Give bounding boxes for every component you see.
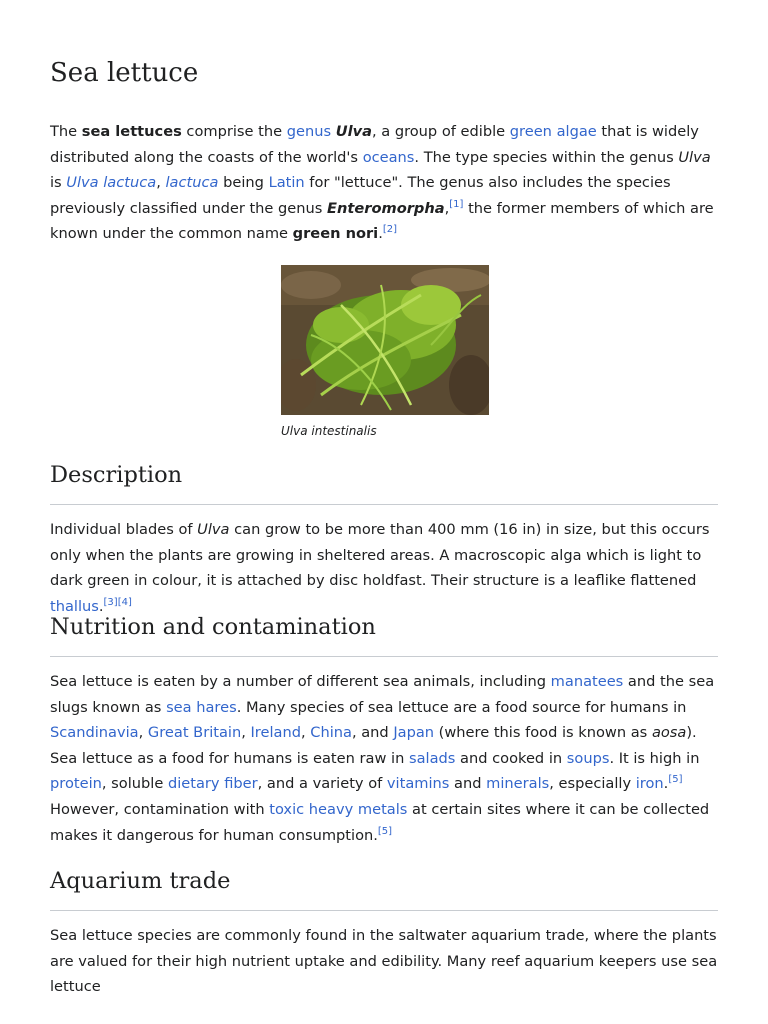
link-genus[interactable]: genus	[286, 123, 332, 140]
link-china[interactable]: China	[310, 724, 352, 742]
text: . Many species of sea lettuce are a food source for humans in	[236, 698, 687, 716]
text: . It is high in	[609, 749, 700, 767]
text: , a group of edible	[371, 123, 510, 140]
text: .	[378, 225, 383, 243]
link-scandinavia[interactable]: Scandinavia	[50, 724, 139, 742]
section-nutrition	[50, 612, 718, 848]
text: , and a variety of	[257, 775, 387, 793]
page-title: Sea lettuce	[50, 58, 199, 88]
text: at certain sites where it can be collected makes it dangerous for human consumption.	[50, 800, 710, 844]
bold-italic-term: Enteromorpha	[327, 199, 445, 217]
reference-link[interactable]: [5]	[377, 825, 393, 837]
text: , soluble	[101, 775, 168, 793]
link-oceans[interactable]: oceans	[362, 148, 415, 166]
link-thallus[interactable]: thallus	[50, 597, 99, 615]
link-iron[interactable]: iron	[635, 775, 664, 793]
text: .	[98, 597, 104, 615]
ulva-intestinalis-image[interactable]	[281, 265, 489, 415]
reference-link[interactable]: [1]	[449, 198, 464, 210]
link-salads[interactable]: salads	[408, 749, 456, 767]
link-ireland[interactable]: Ireland	[250, 724, 301, 742]
link-text: lactuca	[165, 174, 219, 192]
section-heading: Description	[50, 462, 183, 488]
link-japan[interactable]: Japan	[393, 724, 435, 742]
link-manatees[interactable]: manatees	[550, 673, 624, 690]
text: (where this food is known as	[434, 724, 652, 742]
link-soups[interactable]: soups	[566, 749, 610, 767]
link-great-britain[interactable]: Great Britain	[147, 724, 242, 742]
text: ,	[138, 724, 148, 742]
text: .	[663, 775, 669, 793]
bold-term: sea lettuces	[81, 123, 182, 140]
text: ,	[300, 724, 311, 742]
bold-term: green nori	[292, 225, 379, 243]
text: ). Sea lettuce as a food for humans is eaten raw in	[50, 724, 697, 767]
lead-paragraph	[50, 119, 718, 247]
nutrition-paragraph	[50, 669, 718, 848]
text: However, contamination with	[50, 800, 270, 818]
text: ,	[156, 174, 166, 192]
text: ,	[444, 199, 450, 217]
text: and cooked in	[455, 749, 567, 767]
link-vitamins[interactable]: vitamins	[386, 775, 450, 793]
section-divider	[50, 910, 718, 911]
text: Individual blades of	[50, 521, 198, 538]
text: and	[449, 775, 487, 793]
text: comprise the	[181, 123, 287, 140]
text: . The type species within the genus	[414, 148, 679, 166]
text: being	[218, 174, 269, 192]
text: , and	[351, 724, 394, 742]
text: ,	[241, 724, 251, 742]
reference-link[interactable]: [3]	[103, 596, 118, 608]
link-ulva-lactuca[interactable]	[66, 174, 156, 191]
link-toxic-heavy-metals[interactable]: toxic heavy metals	[269, 800, 408, 818]
text: The	[50, 123, 82, 140]
link-latin[interactable]: Latin	[268, 174, 305, 192]
section-aquarium	[50, 866, 718, 1000]
reference-link[interactable]: [2]	[382, 224, 397, 236]
italic-term: Ulva	[678, 148, 711, 166]
figure-caption: Ulva intestinalis	[281, 424, 377, 438]
section-heading: Aquarium trade	[50, 868, 231, 894]
reference-link[interactable]: [4]	[117, 596, 132, 608]
text: can grow to be more than 400 mm (16 in) in size, but this occurs only when the plants are growing in sheltered areas. A macroscopic alga which is light to dark green in colour, it is attached by disc holdfast. Their structure is a leaflike flattened	[50, 521, 710, 590]
text: that is widely distributed along the coasts of the world's	[50, 123, 699, 166]
link-text: Ulva lactuca	[66, 174, 157, 192]
link-minerals[interactable]: minerals	[486, 775, 550, 793]
bold-italic-term: Ulva	[335, 123, 372, 140]
figure	[281, 265, 489, 439]
italic-term: Ulva	[197, 521, 230, 538]
text: and the sea slugs known as	[50, 673, 715, 716]
description-paragraph	[50, 517, 718, 619]
text: Sea lettuce is eaten by a number of different sea animals, including	[50, 673, 551, 690]
aquarium-paragraph: Sea lettuce species are commonly found in the saltwater aquarium trade, where the plants are valued for their high nutrient uptake and edibility. Many reef aquarium keepers use sea lettuce	[50, 927, 718, 996]
link-protein[interactable]: protein	[50, 775, 102, 793]
link-green-algae[interactable]: green algae	[509, 123, 597, 140]
link-lactuca[interactable]	[166, 174, 219, 191]
section-description	[50, 460, 718, 619]
text: the former members of which are known under the common name	[50, 199, 714, 243]
reference-link[interactable]: [5]	[668, 774, 683, 786]
section-divider	[50, 504, 718, 505]
link-sea-hares[interactable]: sea hares	[166, 698, 237, 716]
link-dietary-fiber[interactable]: dietary fiber	[167, 775, 258, 793]
section-divider	[50, 656, 718, 657]
text: , especially	[549, 775, 636, 793]
italic-term: aosa	[651, 724, 687, 742]
text: for "lettuce". The genus also includes the species previously classified under the genus	[50, 174, 671, 217]
text: is	[50, 174, 67, 192]
section-heading: Nutrition and contamination	[50, 614, 376, 640]
